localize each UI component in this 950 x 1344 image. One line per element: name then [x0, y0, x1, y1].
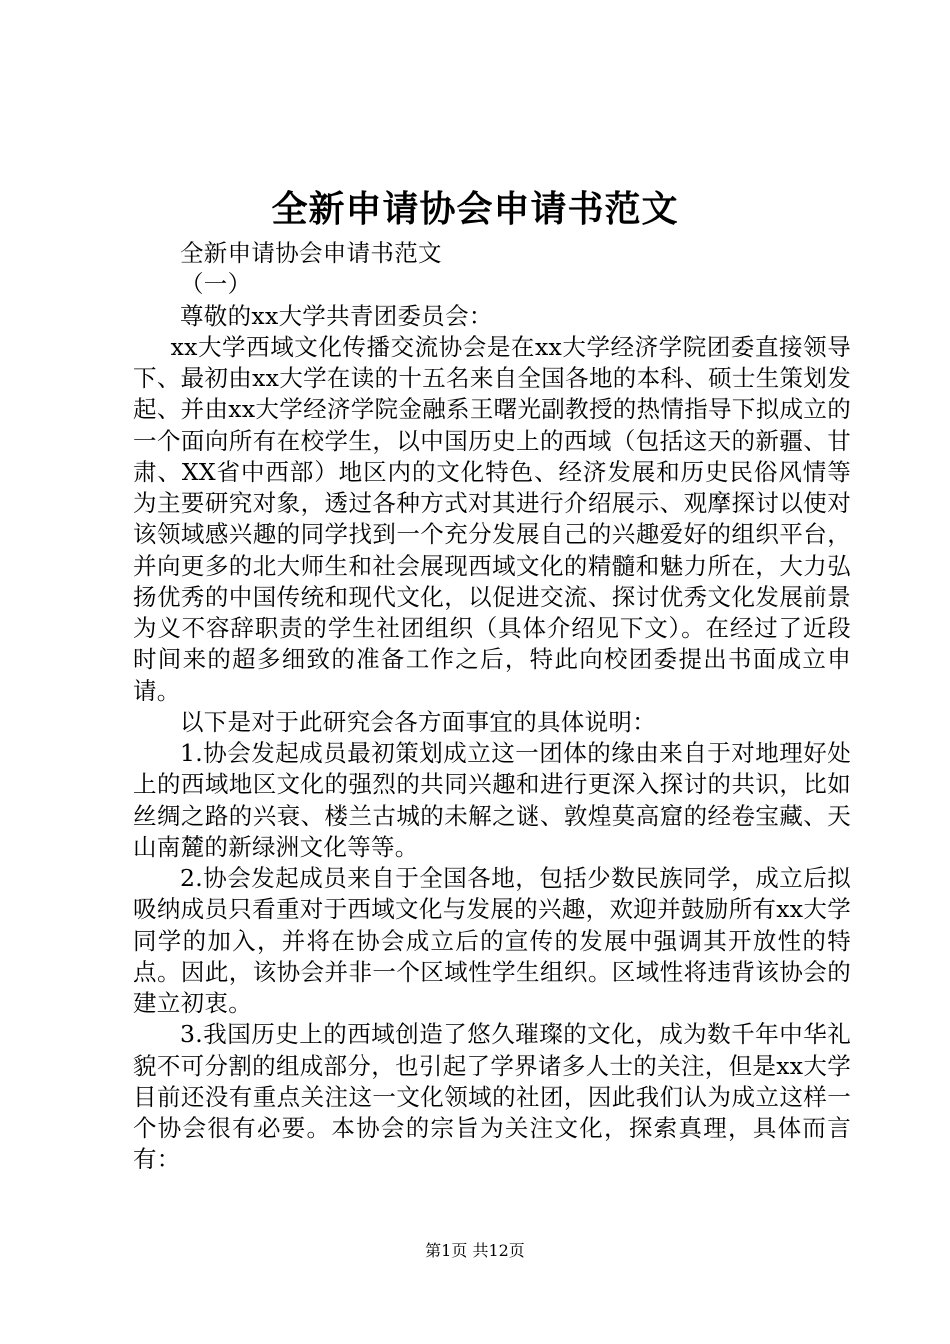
document-title: 全新申请协会申请书范文 [271, 188, 679, 230]
intro-paragraph: xx大学西域文化传播交流协会是在xx大学经济学院团委直接领导下、最初由xx大学在读的十五名来自全国各地的本科、硕士生策划发起、并由xx大学经济学院金融系王曙光副教授的热情指导下拟成立的一个面向所有在校学生，以中国历史上的西域（包括这天的新疆、甘肃、XX省中西部）地区内的文化特色、经济发展和历史民俗风情等为主要研究对象，透过各种方式对其进行介绍展示、观摩探讨以使对该领域感兴趣的同学找到一个充分发展自己的兴趣爱好的组织平台，并向更多的北大师生和社会展现西域文化的精髓和魅力所在，大力弘扬优秀的中国传统和现代文化，以促进交流、探讨优秀文化发展前景为义不容辞职责的学生社团组织（具体介绍见下文）。在经过了近段时间来的超多细致的准备工作之后，特此向校团委提出书面成立申请。 [133, 332, 851, 705]
page-footer: 第1页 共12页 [425, 1241, 525, 1260]
point-3-paragraph: 3.我国历史上的西域创造了悠久璀璨的文化，成为数千年中华礼貌不可分割的组成部分，也引起了学界诸多人士的关注，但是xx大学目前还没有重点关注这一文化领域的社团，因此我们认为成立这样一个协会很有必要。本协会的宗旨为关注文化，探索真理，具体而言有： [133, 1020, 851, 1174]
document-body [133, 238, 851, 1176]
subtitle-paragraph: 全新申请协会申请书范文 [180, 239, 442, 267]
point-2-paragraph: 2.协会发起成员来自于全国各地，包括少数民族同学，成立后拟吸纳成员只看重对于西域文化与发展的兴趣，欢迎并鼓励所有xx大学同学的加入，并将在协会成立后的宣传的发展中强调其开放性的特点。因此，该协会并非一个区域性学生组织。区域性将违背该协会的建立初衷。 [133, 864, 851, 1017]
section-number: （一） [180, 270, 252, 299]
explanation-heading: 以下是对于此研究会各方面事宜的具体说明： [180, 707, 656, 736]
point-1-paragraph: 1.协会发起成员最初策划成立这一团体的缘由来自于对地理好处上的西域地区文化的强烈的共同兴趣和进行更深入探讨的共识，比如丝绸之路的兴衰、楼兰古城的未解之谜、敦煌莫高窟的经卷宝藏、天山南麓的新绿洲文化等等。 [133, 739, 851, 861]
salutation: 尊敬的xx大学共青团委员会： [180, 301, 493, 330]
